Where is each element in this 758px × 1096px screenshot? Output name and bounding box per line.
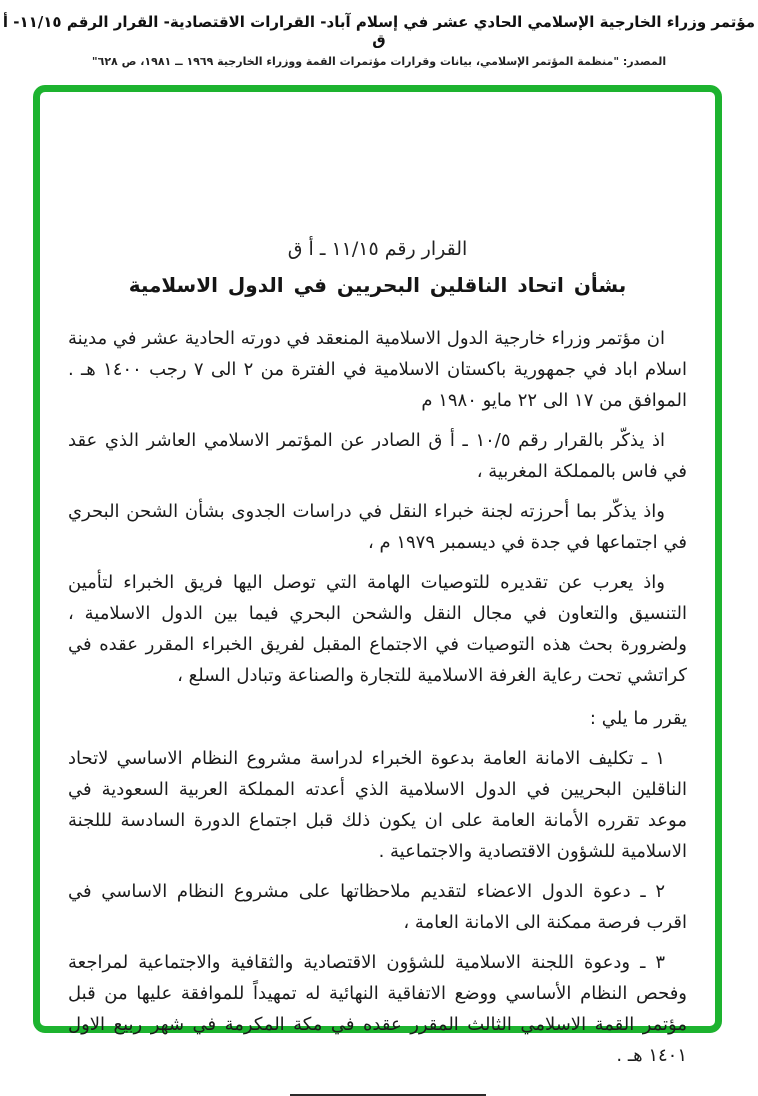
paragraph-preamble-3: واذ يذكّر بما أحرزته لجنة خبراء النقل في دراسات الجدوى بشأن الشحن البحري في اجتماعها في جدة في ديسمبر ١٩٧٩ م ، (68, 501, 687, 553)
document-body (40, 238, 715, 1096)
header-source-citation: المصدر: "منظمة المؤتمر الإسلامي، بيانات وقرارات مؤتمرات القمة ووزراء الخارجية ١٩٦٩ ــ ١٩٨١، ص ٦٢٨" (91, 55, 667, 68)
page-header (0, 0, 758, 68)
decision-item-3: ٣ ـ ودعوة اللجنة الاسلامية للشؤون الاقتصادية والثقافية والاجتماعية لمراجعة وفحص النظام الأساسي ووضع الاتفاقية النهائية له تمهيداً للموافقة عليها من قبل مؤتمر القمة الاسلامي الثالث المقرر عقده في مكة المكرمة في شهر ربيع الاول ١٤٠١ هـ . (68, 952, 687, 1066)
paragraph-preamble-1: ان مؤتمر وزراء خارجية الدول الاسلامية المنعقد في دورته الحادية عشر في مدينة اسلام اباد في جمهورية باكستان الاسلامية في الفترة من ٢ الى ٧ رجب ١٤٠٠ هـ . الموافق من ١٧ الى ٢٢ مايو ١٩٨٠ م (68, 328, 688, 411)
paragraph-preamble-4: واذ يعرب عن تقديره للتوصيات الهامة التي توصل اليها فريق الخبراء لتأمين التنسيق والتعاون في مجال النقل والشحن البحري فيما بين الدول الاسلامية ، ولضرورة بحث هذه التوصيات في الاجتماع المقبل لفريق الخبراء المقرر عقده في كراتشي تحت رعاية الغرفة الاسلامية للتجارة والصناعة وتبادل السلع ، (68, 572, 687, 686)
resolution-number-title: القرار رقم ١١/١٥ ـ أ ق (287, 238, 468, 260)
decision-intro: يقرر ما يلي : (589, 708, 687, 729)
decision-item-1: ١ ـ تكليف الامانة العامة بدعوة الخبراء لدراسة مشروع النظام الاساسي لاتحاد الناقلين البحريين في الدول الاسلامية الذي أعدته المملكة العربية السعودية في موعد تقرره الأمانة العامة على ان يكون ذلك قبل اجتماع الدورة السادسة لللجنة الاسلامية للشؤون الاقتصادية والاجتماعية . (68, 748, 687, 862)
resolution-subject-title: بشأن اتحاد الناقلين البحريين في الدول الاسلامية (128, 273, 627, 297)
paragraph-preamble-2: اذ يذكّر بالقرار رقم ١٠/٥ ـ أ ق الصادر عن المؤتمر الاسلامي العاشر الذي عقد في فاس بالمملكة المغربية ، (68, 430, 687, 482)
header-source-title: مؤتمر وزراء الخارجية الإسلامي الحادي عشر في إسلام آباد- القرارات الاقتصادية- القرار الرقم ١١/١٥- أ ق (2, 13, 756, 49)
decision-item-2: ٢ ـ دعوة الدول الاعضاء لتقديم ملاحظاتها على مشروع النظام الاساسي في اقرب فرصة ممكنة الى الامانة العامة ، (68, 881, 687, 933)
green-document-frame (33, 85, 722, 1066)
